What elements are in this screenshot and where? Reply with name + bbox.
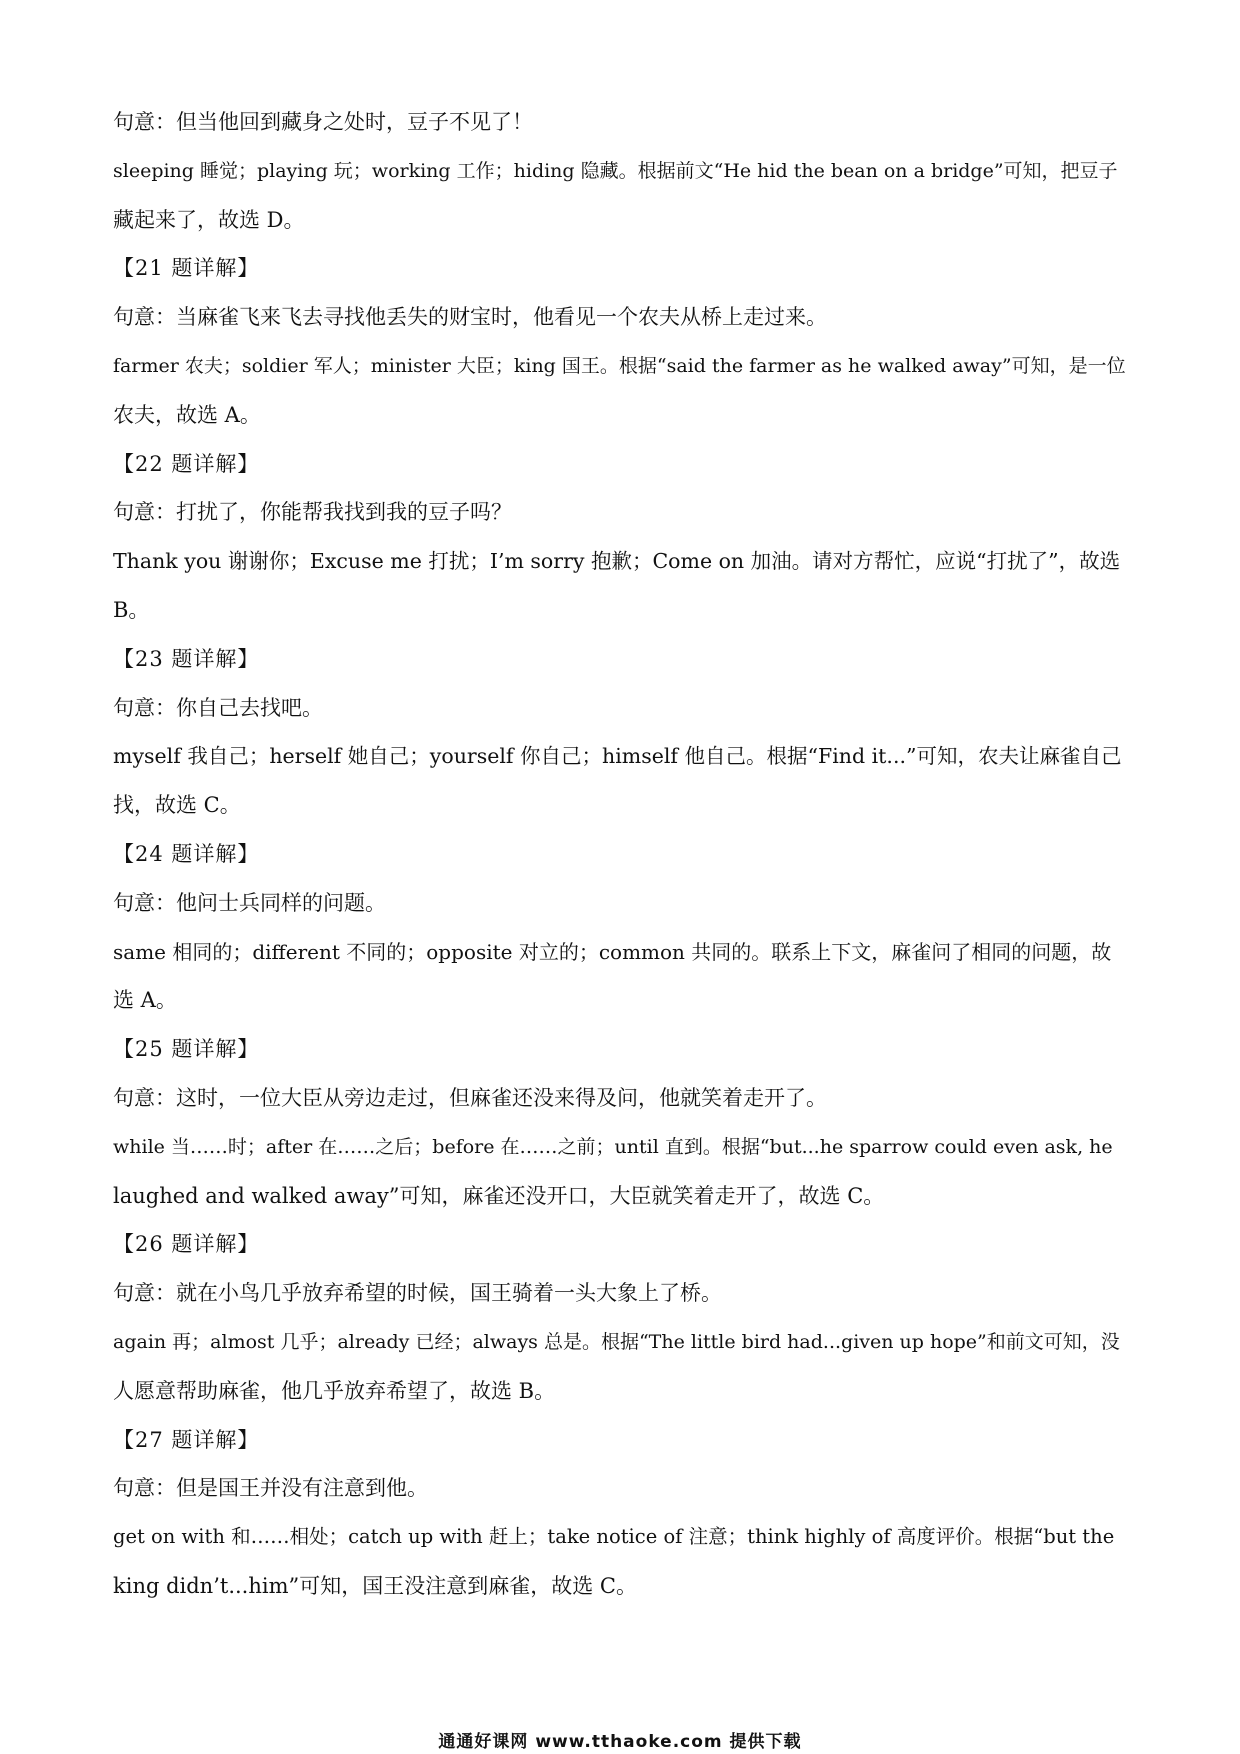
- text-line: 句意：但当他回到藏身之处时，豆子不见了！: [113, 110, 533, 134]
- section-heading: 【21 题详解】: [113, 256, 260, 281]
- document-body: [113, 98, 1133, 1611]
- section-heading: 【24 题详解】: [113, 841, 260, 866]
- text-line: sleeping 睡觉；playing 玩；working 工作；hiding 隐藏。根据前文“He hid the bean on a bridge”可知，把豆子: [113, 159, 1118, 182]
- section-heading: 【23 题详解】: [113, 646, 260, 671]
- section-heading: 【25 题详解】: [113, 1037, 260, 1062]
- text-line: same 相同的；different 不同的；opposite 对立的；common 共同的。联系上下文，麻雀问了相同的问题，故: [113, 939, 1112, 964]
- section-heading: 【22 题详解】: [113, 451, 260, 476]
- section-heading: 【27 题详解】: [113, 1427, 260, 1452]
- text-line: 人愿意帮助麻雀，他几乎放弃希望了，故选 B。: [113, 1378, 556, 1403]
- page-footer: 通通好课网 www.tthaoke.com 提供下载: [438, 1732, 802, 1752]
- text-line: 句意：这时，一位大臣从旁边走过，但麻雀还没来得及问，他就笑着走开了。: [113, 1085, 827, 1110]
- text-line: again 再；almost 几乎；already 已经；always 总是。根据“The little bird had...given up hope”和前文可知，没: [113, 1330, 1120, 1353]
- text-line: farmer 农夫；soldier 军人；minister 大臣；king 国王。根据“said the farmer as he walked away”可知，是一位: [113, 354, 1126, 377]
- text-line: Thank you 谢谢你；Excuse me 打扰；I’m sorry 抱歉；Come on 加油。请对方帮忙，应说“打扰了”，故选: [113, 549, 1121, 574]
- text-line: B。: [113, 597, 150, 622]
- text-line: 句意：他问士兵同样的问题。: [113, 890, 386, 915]
- text-line: 句意：打扰了，你能帮我找到我的豆子吗？: [113, 500, 512, 525]
- text-line: myself 我自己；herself 她自己；yourself 你自己；himself 他自己。根据“Find it...”可知，农夫让麻雀自己: [113, 744, 1122, 769]
- text-line: 找，故选 C。: [113, 793, 241, 818]
- text-line: 选 A。: [113, 988, 177, 1013]
- text-line: 句意：当麻雀飞来飞去寻找他丢失的财宝时，他看见一个农夫从桥上走过来。: [113, 305, 827, 330]
- text-line: 句意：你自己去找吧。: [113, 695, 323, 720]
- text-line: get on with 和……相处；catch up with 赶上；take notice of 注意；think highly of 高度评价。根据“but the: [113, 1525, 1115, 1549]
- section-heading: 【26 题详解】: [113, 1232, 260, 1257]
- text-line: king didn’t...him”可知，国王没注意到麻雀，故选 C。: [113, 1573, 637, 1598]
- text-line: 农夫，故选 A。: [113, 402, 261, 427]
- text-line: 句意：就在小鸟几乎放弃希望的时候，国王骑着一头大象上了桥。: [113, 1281, 722, 1306]
- text-line: 藏起来了，故选 D。: [113, 207, 305, 232]
- text-line: laughed and walked away”可知，麻雀还没开口，大臣就笑着走开了，故选 C。: [113, 1183, 885, 1208]
- text-line: 句意：但是国王并没有注意到他。: [113, 1476, 428, 1501]
- text-line: while 当……时；after 在……之后；before 在……之前；until 直到。根据“but...he sparrow could even ask, he: [113, 1135, 1113, 1158]
